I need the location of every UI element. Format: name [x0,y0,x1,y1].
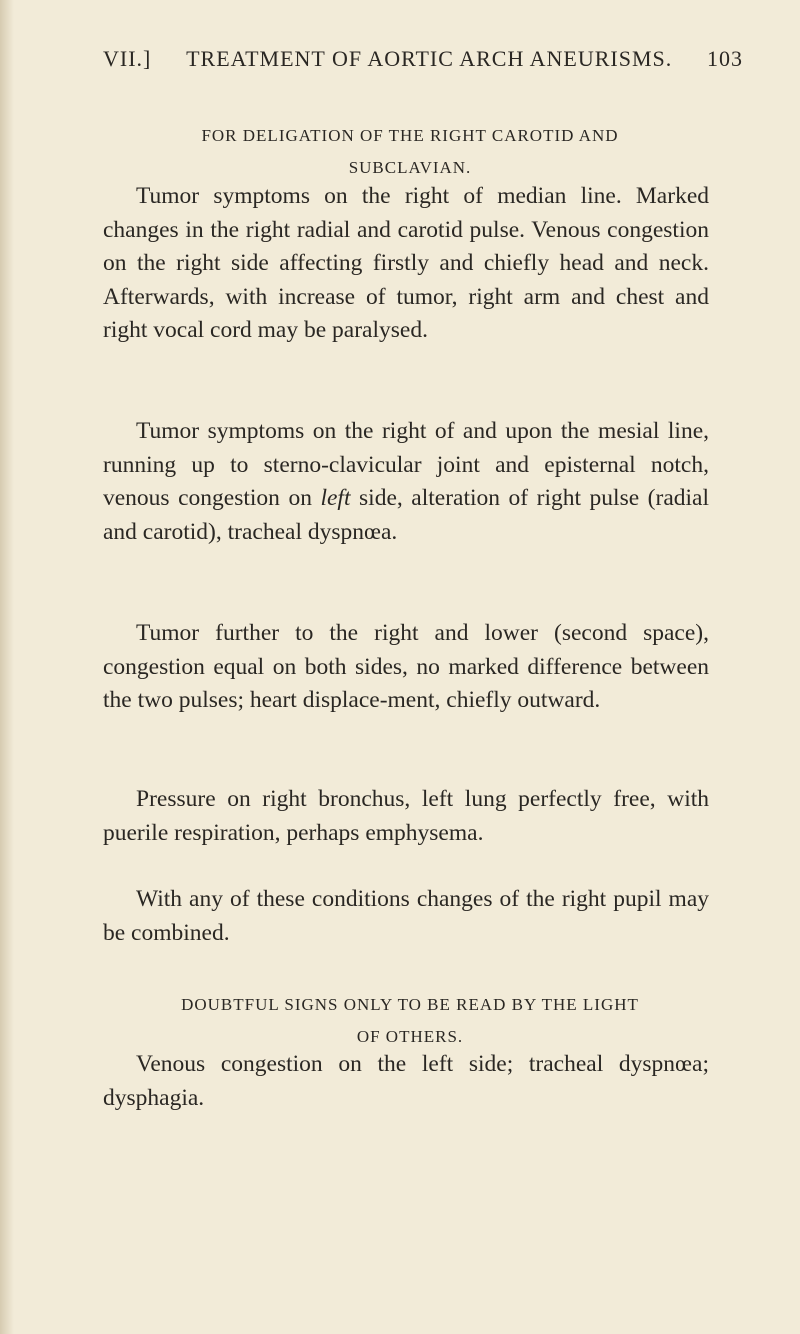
page-number: 103 [706,46,743,71]
paragraph-text: Tumor symptoms on the right of median line. Marked changes in the right radial and carotid pulse. Venous congestion on the right side affecting firstly and chiefly head and neck. Afterwards, with increase of tumor, right arm and chest and right vocal cord may be paralysed. [103,183,709,343]
paragraph-bronchus [103,783,709,850]
paragraph-text: Venous congestion on the left side; tracheal dyspnœa; dysphagia. [103,1051,709,1111]
paragraph-text: Pressure on right bronchus, left lung perfectly free, with puerile respiration, perhaps emphysema. [103,786,709,846]
paragraph-mesial-line [103,415,709,549]
heading-line: FOR DELIGATION OF THE RIGHT CAROTID AND [201,126,619,145]
running-head [103,46,743,72]
paragraph-text: Tumor further to the right and lower (second space), congestion equal on both sides, no marked difference between the two pulses; heart displace-ment, chiefly outward. [103,620,709,713]
paragraph-text: Tumor symptoms on the right of and upon the mesial line, running up to sterno-clavicular joint and episternal notch, venous congestion on [103,418,709,511]
heading-line: OF OTHERS. [356,1027,464,1046]
running-title: TREATMENT OF AORTIC ARCH ANEURISMS. [186,46,673,71]
italic-word: left [320,485,351,511]
paragraph-text: With any of these conditions changes of the right pupil may be combined. [103,886,709,946]
section-heading-doubtful-signs [100,989,720,1053]
section-heading-deligation [100,120,720,184]
paragraph-text: side, alteration of right pulse (radial and carotid), tracheal dyspnœa. [103,485,709,545]
chapter-number: VII.] [103,46,152,71]
paragraph-second-space [103,617,709,718]
heading-line: SUBCLAVIAN. [348,158,472,177]
paragraph-left-side [103,1048,709,1115]
paragraph-pupil [103,883,709,950]
paragraph-right-median [103,180,709,348]
heading-line: DOUBTFUL SIGNS ONLY TO BE READ BY THE LIGHT [181,995,639,1014]
